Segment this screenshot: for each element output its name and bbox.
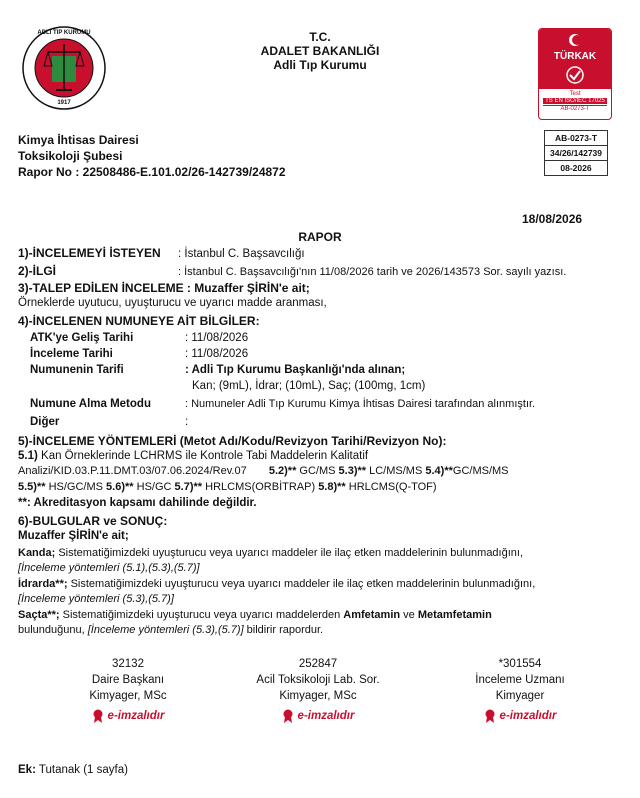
header-ministry: ADALET BAKANLIĞI [260,44,380,58]
logo-year: 1917 [57,100,71,106]
turkak-logo-text: TÜRKAK [553,51,597,62]
turkak-logo [538,28,612,120]
sig3-role: Kimyager [495,690,545,702]
sig2-esign [282,708,355,724]
m57-text: HRLCMS(ORBİTRAP) [202,481,319,493]
sac-ve: ve [400,609,418,621]
report-number: Rapor No : 22508486-E.101.02/26-142739/24872 [18,165,286,179]
header-country: T.C. [309,30,331,44]
kan-text: Sistematiğimizdeki uyuşturucu veya uyarıcı maddeler ile ilaç etken maddelerinin bulunmadığını, [55,547,524,559]
m56-text: HS/GC [133,481,175,493]
m53-num: 5.3)** [338,465,367,477]
seal-icon [92,709,104,723]
seal-icon [484,709,496,723]
idrar-text: Sistematiğimizdeki uyuşturucu veya uyarıcı maddeler ile ilaç etken maddelerinin bulunmadığını, [67,578,536,590]
inc-label: İnceleme Tarihi [30,348,113,360]
sac-metamfetamin: Metamfetamin [417,609,492,621]
sig2-role: Kimyager, MSc [279,690,357,702]
turkak-line2: TS EN ISO/IEC 17025 [543,98,607,104]
inc-value: : 11/08/2026 [185,348,249,360]
m58-num: 5.8)** [318,481,346,493]
s4-label: 4)-İNCELENEN NUMUNEYE AİT BİLGİLER: [18,314,260,328]
crescent-icon [568,33,582,47]
m51-code: Analizi/KID.03.P.11.DMT.03/07.06.2024/Rev.07 [18,465,247,477]
m53-text: LC/MS/MS [366,465,426,477]
sig2-title: Acil Toksikoloji Lab. Sor. [256,674,380,686]
sac-text2: bulunduğunu, [18,624,88,636]
atk-value: : 11/08/2026 [185,332,249,344]
note-mark: **: [18,497,31,509]
s1-label: 1)-İNCELEMEYİ İSTEYEN [18,246,161,260]
sig1-title: Daire Başkanı [91,674,165,686]
acc-code: AB-0273-T [545,131,607,146]
diger-value: : [185,416,189,428]
footer-text: Tutanak (1 sayfa) [35,764,128,776]
sig2-id: 252847 [298,658,338,670]
report-date: 18/08/2026 [522,212,583,226]
sac-end: bildirir rapordur. [243,624,324,636]
signature-1 [38,656,218,728]
s2-label: 2)-İLGİ [18,264,56,278]
sig1-id: 32132 [112,658,144,670]
atk-label: ATK'ye Geliş Tarihi [30,332,134,344]
metod-value: : Numuneler Adli Tıp Kurumu Kimya İhtisas Dairesi tarafından alınmıştır. [185,398,536,410]
m58-text: HRLCMS(Q-TOF) [345,481,437,493]
m57-num: 5.7)** [174,481,203,493]
idrar-methods: [İnceleme yöntemleri (5.3),(5.7)] [18,593,174,605]
m51-num: 5.1) [18,450,38,462]
s5-label: 5)-İNCELEME YÖNTEMLERİ (Metot Adı/Kodu/Revizyon Tarihi/Revizyon No): [18,434,447,448]
footer-label: Ek: [18,764,36,776]
diger-label: Diğer [30,416,60,428]
header-institution: Adli Tıp Kurumu [273,58,367,72]
acc-file: 34/26/142739 [545,146,607,161]
department-line2: Toksikoloji Şubesi [18,149,123,163]
report-title: RAPOR [298,230,342,244]
acc-date: 08-2026 [560,163,592,173]
seal-icon [282,709,294,723]
s6-label: 6)-BULGULAR ve SONUÇ: [18,514,168,528]
s6-owner: Muzaffer ŞİRİN'e ait; [18,530,129,542]
logo-text-top: ADLİ TIP KURUMU [37,30,91,36]
turkak-line1: Test [569,91,581,97]
sac-text1: Sistematiğimizdeki uyuşturucu veya uyarıcı maddelerden [59,609,344,621]
sig1-esign-text: e-imzalıdır [107,710,165,722]
accreditation-box [544,130,608,176]
tarif-label: Numunenin Tarifi [30,364,124,376]
sac-methods: [İnceleme yöntemleri (5.3),(5.7)] [87,624,244,636]
sig1-role: Kimyager, MSc [89,690,167,702]
adli-tip-logo [22,26,106,110]
sac-label: Saçta**; [18,609,60,621]
sig1-esign [92,708,165,724]
m56-num: 5.6)** [106,481,134,493]
s3-label: 3)-TALEP EDİLEN İNCELEME : Muzaffer ŞİRİN'e ait; [18,281,310,295]
m52-num: 5.2)** [268,465,297,477]
m52-text: GC/MS [296,465,339,477]
note-text: Akreditasyon kapsamı dahilinde değildir. [30,497,257,509]
s2-value: : İstanbul C. Başsavcılığı'nın 11/08/2026 tarih ve 2026/143573 Sor. sayılı yazısı. [178,266,567,278]
sig2-esign-text: e-imzalıdır [297,710,355,722]
metod-label: Numune Alma Metodu [30,398,151,410]
sac-amfetamin: Amfetamin [343,609,401,621]
m55-text: HS/GC/MS [45,481,107,493]
m51-text: Kan Örneklerinde LCHRMS ile Kontrole Tabi Maddelerin Kalitatif [37,450,369,462]
tarif-value: : Adli Tıp Kurumu Başkanlığı'nda alınan; [185,364,406,376]
kan-methods: [İnceleme yöntemleri (5.1),(5.3),(5.7)] [18,562,200,574]
department-line1: Kimya İhtisas Dairesi [18,133,139,147]
m54-num: 5.4)** [425,465,453,477]
m54-text: GC/MS/MS [452,465,509,477]
sig3-id: *301554 [498,658,542,670]
kan-label: Kanda; [18,547,56,559]
signature-2 [228,656,408,728]
sig3-esign-text: e-imzalıdır [499,710,557,722]
sig3-title: İnceleme Uzmanı [475,674,565,686]
s3-text: Örneklerde uyutucu, uyuşturucu ve uyarıcı madde aranması, [18,297,327,309]
m55-num: 5.5)** [18,481,46,493]
idrar-label: İdrarda**; [18,578,68,590]
sig3-esign [484,708,557,724]
turkak-code: AB-0273-T [543,105,607,112]
tarif-detail: Kan; (9mL), İdrar; (10mL), Saç; (100mg, 1cm) [192,380,426,392]
s1-value: : İstanbul C. Başsavcılığı [178,248,305,260]
check-icon [565,65,585,85]
signature-3 [430,656,610,728]
